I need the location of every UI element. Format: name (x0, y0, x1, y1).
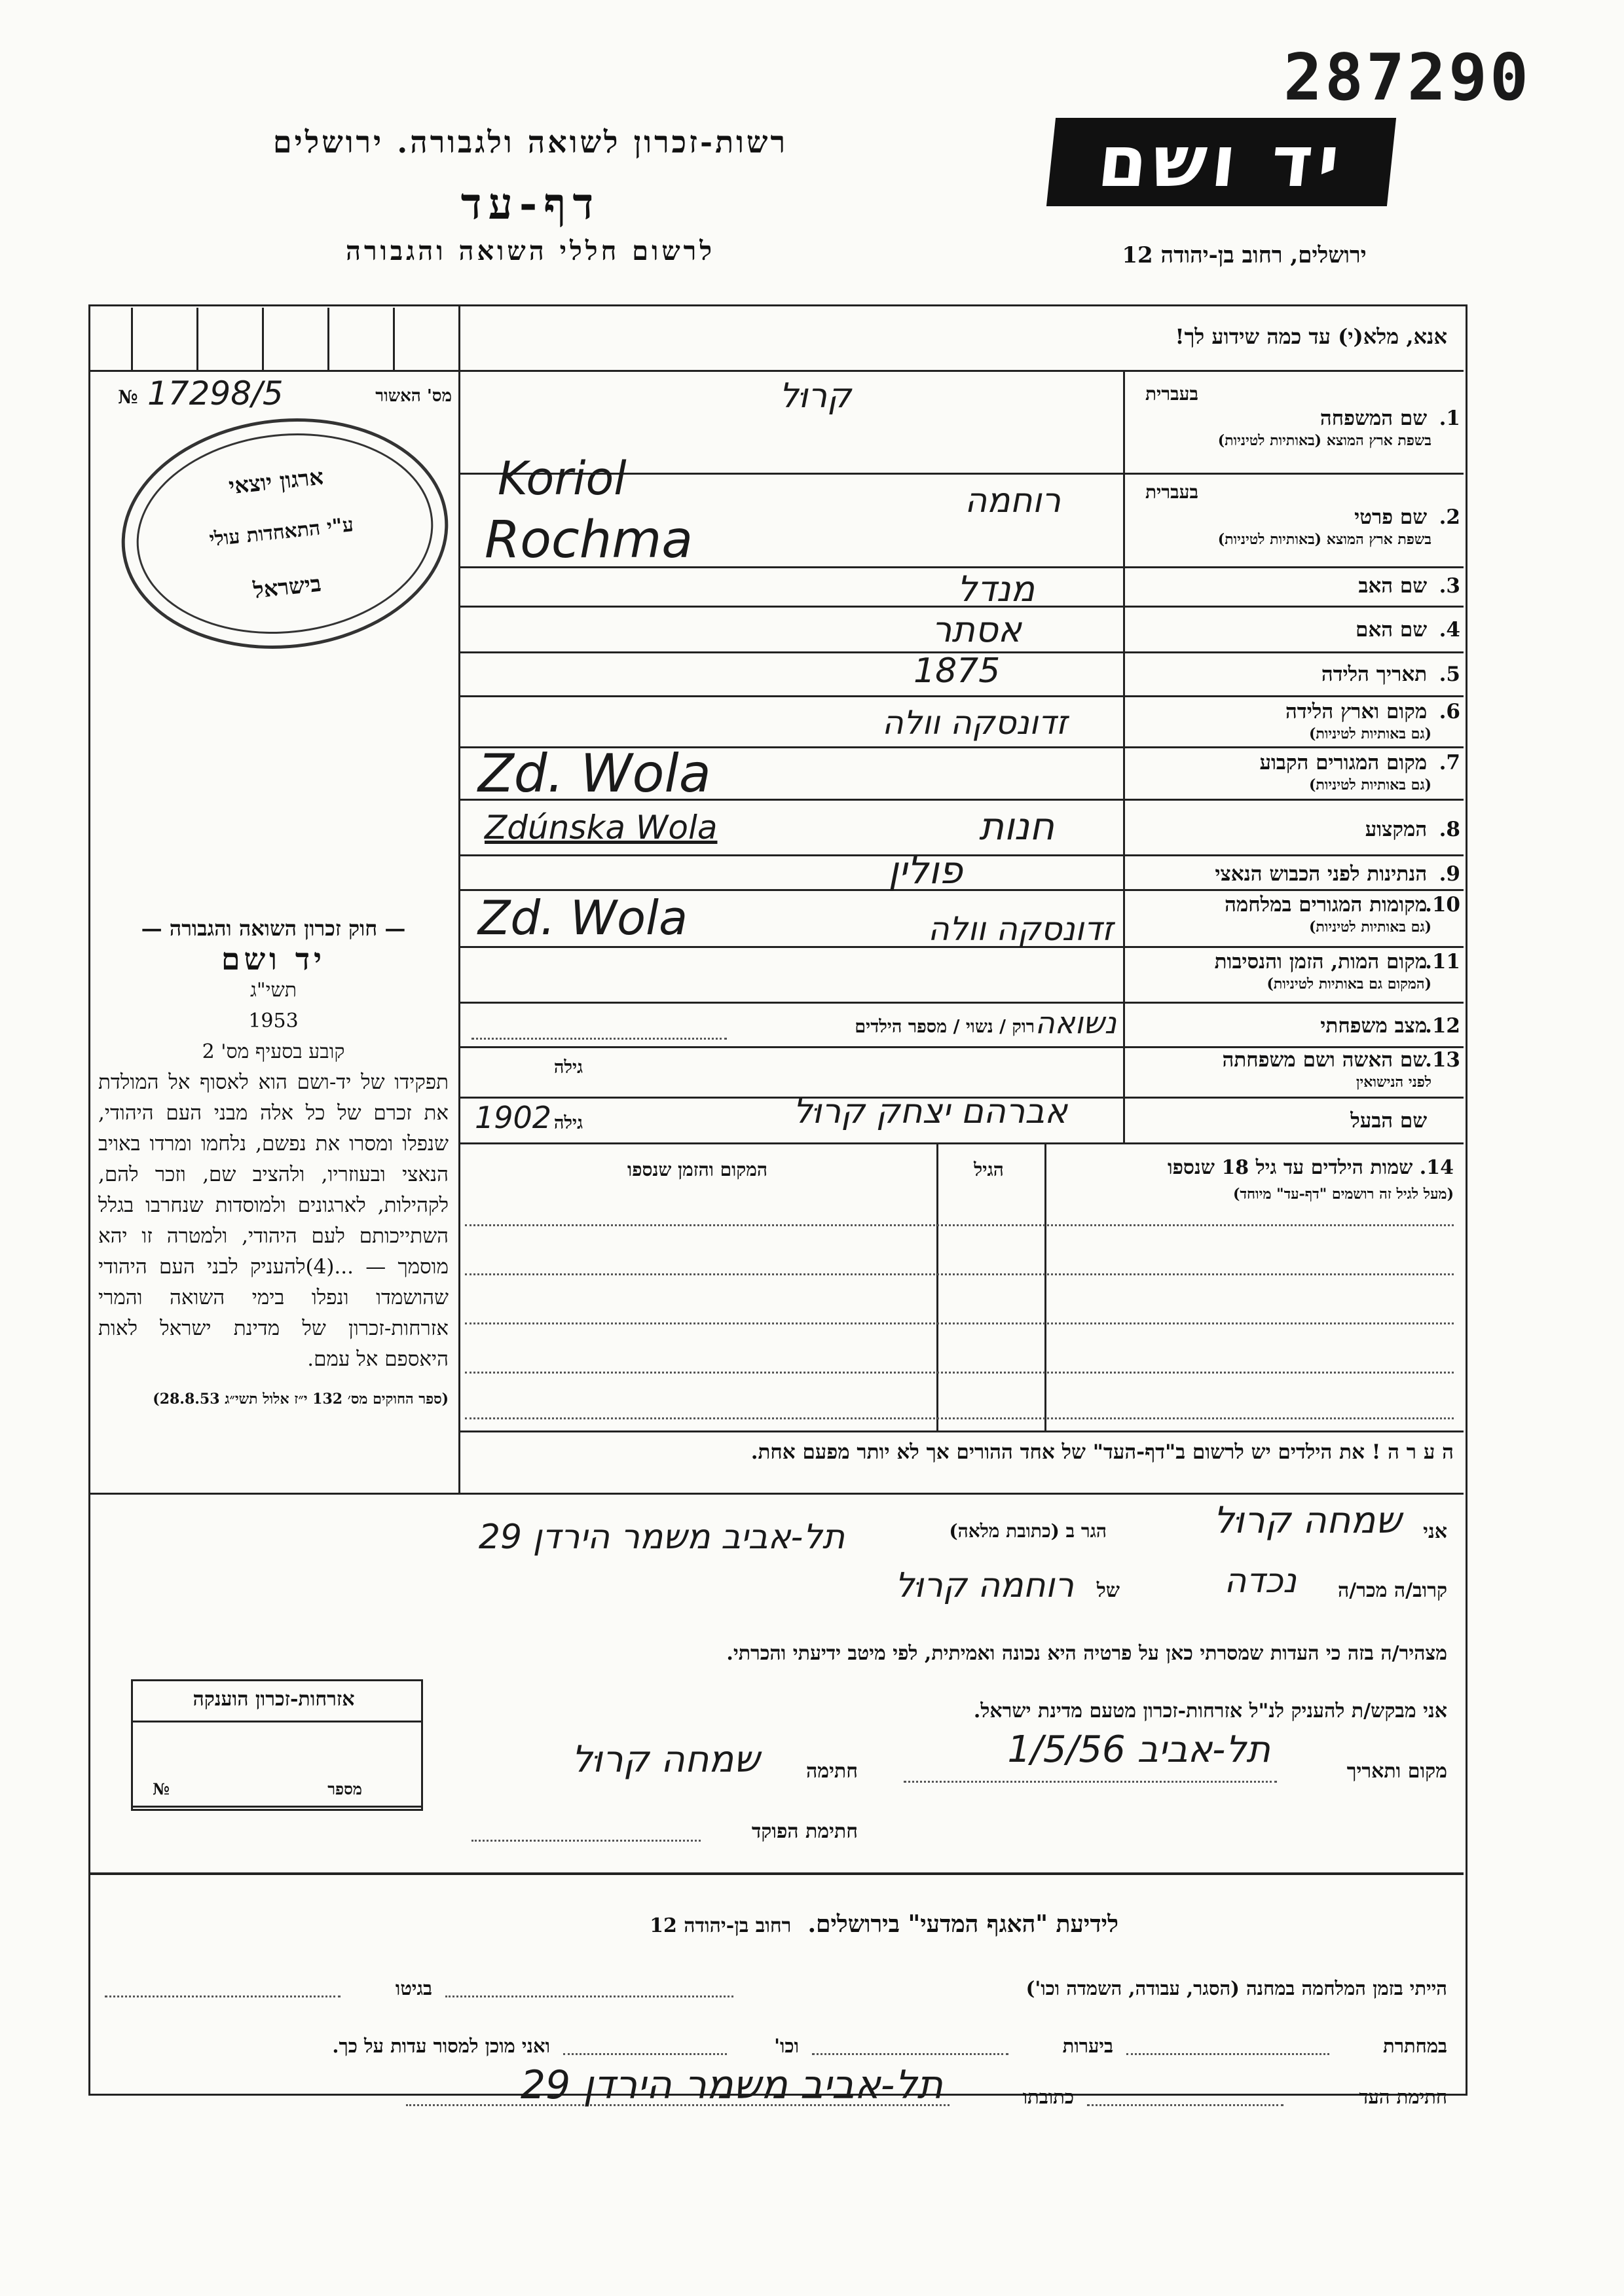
section-rule (88, 1872, 1464, 1875)
dotted-line (904, 1781, 1277, 1783)
declarant-address: תל-אביב משמר הירדן 29 (478, 1518, 845, 1557)
children-sub: (מעל לגיל זה רושמים "דף-עד" מיוחד) (1233, 1186, 1454, 1203)
field-num: 12. (1425, 1014, 1460, 1038)
bottom-heading-addr: רחוב בן-יהודה 12 (650, 1914, 792, 1937)
field-sub: (המקום גם באותיות לטיניות) (1266, 975, 1431, 993)
decl-residing (819, 1520, 1107, 1542)
field-num: 13. (1425, 1048, 1460, 1072)
field-label: מקום המגורים הקבוע (1259, 751, 1428, 774)
dotted-line (105, 1995, 341, 1997)
place-date-label: מקום ותאריך (1346, 1760, 1447, 1783)
dotted-line (1126, 2053, 1329, 2055)
marital-value: נשואה (1035, 1005, 1116, 1040)
underground-label: במחתרת (1383, 2035, 1447, 2057)
field-sub: (גם באותיות לטיניות) (1308, 919, 1431, 936)
ghetto-label: בגיטו (395, 1977, 432, 1999)
husband-birth-year: 1902 (475, 1100, 552, 1135)
approval-number: 17298/5 (147, 374, 284, 412)
field-num: 10. (1425, 893, 1460, 917)
law-title-text: חוק זכרון השואה והגבורה (169, 916, 378, 941)
row-rule (458, 1430, 1464, 1432)
top-header-rule (88, 370, 1464, 372)
law-name: יד ושם (221, 941, 326, 977)
form-subtitle: לרשום חללי השואה והגבורה (345, 236, 716, 266)
hebrew-lang-label: בעברית (1145, 481, 1198, 503)
law-text-block (98, 913, 449, 1409)
note-text: ה ע ר ה ! את הילדים יש לרשום ב"דף-העד" של אחד ההורים אך לא יותר מפעם אחת. (750, 1440, 1454, 1464)
field-nationality (1126, 863, 1460, 885)
marital-options: רוק / נשוי / מספר הילדים (855, 1017, 1035, 1037)
war-residence-latin: Zd. Wola (478, 890, 688, 945)
field-label: המקצוע (1365, 818, 1428, 841)
field-num: 3. (1439, 574, 1460, 598)
decl-relation: קרוב/ה מכר/ה (1338, 1579, 1447, 1602)
birth-year: 1875 (913, 651, 1001, 691)
field-war-residence (1126, 894, 1460, 938)
field-husband-name (1126, 1110, 1460, 1132)
signature-value: שמחה קרוּל (571, 1738, 760, 1781)
mother-name: אסתר (931, 609, 1022, 650)
father-name: מנדל (957, 568, 1035, 610)
field-num: 14. (1419, 1156, 1454, 1179)
tick (327, 308, 329, 370)
header-address: ירושלים, רחוב בן-יהודה 12 (1122, 242, 1367, 268)
field-label: שם הבעל (1350, 1109, 1428, 1133)
field-mother (1126, 619, 1460, 641)
field-label: שם האם (1356, 618, 1428, 642)
decl-request: אני מבקש/ת להעניק לנ"ל אזרחות-זכרון מטעם מדינת ישראל. (973, 1700, 1447, 1722)
children-label (1048, 1156, 1454, 1207)
decl-of: של (1096, 1579, 1120, 1602)
stamp-line: ע"י התאחדות עולי (208, 513, 355, 551)
archive-number: 287290 (1283, 41, 1532, 115)
field-label: תאריך הלידה (1321, 663, 1428, 686)
dotted-line (563, 2053, 727, 2055)
tick (262, 308, 264, 370)
field-label: שם האב (1358, 574, 1428, 598)
row-rule (458, 1002, 1464, 1004)
hebrew-lang-label: בעברית (1145, 383, 1198, 405)
nationality-value: פולין (888, 848, 963, 892)
field-label: מצב משפחתי (1320, 1014, 1428, 1038)
table-divider (1044, 1142, 1046, 1430)
children-title: שמות הילדים עד גיל 18 שנספו (1167, 1156, 1413, 1179)
family-name-hebrew: קרוּל (779, 376, 851, 416)
field-num: 11. (1425, 950, 1460, 974)
table-divider (936, 1142, 938, 1430)
field-residence (1126, 752, 1460, 796)
field-label: שם פרטי (1354, 505, 1428, 529)
field-num: 2. (1439, 505, 1460, 529)
husband-age-label: גילה (553, 1113, 583, 1133)
ready-label: ואני מוכן למסור עדות על כך. (332, 2035, 550, 2057)
intro-text: אנא, מלא(י) עד כמה שידוע לך! (1175, 324, 1447, 349)
decl-statement: מצהיר/ה בזה כי העדות שמסרתי כאן על פרטיה היא נכונה ואמיתית, לפי מיטב ידיעתי והכרתי. (726, 1642, 1447, 1665)
answer-column-divider (1123, 370, 1125, 1142)
profession-value: חנות (978, 804, 1054, 848)
dotted-line (471, 1038, 727, 1040)
table-row (465, 1273, 1454, 1275)
field-sub: (גם באותיות לטיניות) (1308, 776, 1431, 793)
first-name-hebrew: רוחמה (965, 481, 1061, 520)
forests-label: ביערות (1062, 2035, 1113, 2057)
dotted-line (471, 1840, 701, 1842)
table-row (465, 1224, 1454, 1226)
authority-name: רשות-זכרון לשואה ולגבורה. ירושלים (272, 124, 788, 160)
field-num: 9. (1439, 862, 1460, 886)
residing-label: הגר ב (1065, 1520, 1107, 1542)
citizenship-box (131, 1679, 423, 1811)
field-death-place (1126, 951, 1460, 995)
field-family-name (1126, 407, 1460, 452)
field-label: מקום וארץ הלידה (1285, 700, 1428, 723)
form-title: דף-עד (460, 178, 600, 229)
col-place-header: המקום והזמן שנספו (627, 1159, 767, 1180)
field-label: הנתינות לפני הכבוש הנאצי (1215, 862, 1428, 886)
approval-no-symbol: № (118, 386, 138, 408)
wife-age-label: גילה (553, 1057, 583, 1078)
bottom-line1: הייתי בזמן המלחמה במחנה (הסגר, עבודה, השמדה וכו') (1025, 1977, 1447, 1999)
field-num: 1. (1439, 407, 1460, 430)
witness-address-label: כתובתו (1022, 2086, 1074, 2108)
table-row (465, 1417, 1454, 1419)
official-sig-label: חתימת הפוקד (751, 1820, 858, 1843)
field-father (1126, 575, 1460, 597)
citizenship-title: אזרחות-זכרון הוענקה (193, 1688, 355, 1711)
field-birth-date (1126, 663, 1460, 685)
birth-place: זדונסקה וולה (881, 704, 1067, 742)
bottom-heading (458, 1910, 1310, 1938)
field-marital-status (1126, 1015, 1460, 1037)
stamp-line: בישראל (251, 570, 323, 604)
signature-label: חתימה (806, 1760, 858, 1783)
approval-label: מס' האשור (375, 386, 452, 406)
yad-vashem-logo (1046, 118, 1396, 206)
law-year-he: תשי"ג (249, 979, 297, 1002)
dotted-line (1087, 2104, 1283, 2106)
field-num: 5. (1439, 663, 1460, 686)
full-address-label: (כתובת מלאה) (949, 1520, 1060, 1542)
table-row (465, 1322, 1454, 1324)
decl-ani: אני (1423, 1520, 1447, 1543)
field-num: 6. (1439, 700, 1460, 723)
tick (196, 308, 198, 370)
field-label: שם האשה ושם משפחתה (1222, 1048, 1428, 1072)
husband-name: אברהם יצחק קרוּל (792, 1092, 1067, 1131)
law-body: תפקידו של יד-ושם הוא לאסוף אל המולדת את זכרם של כל אלה מבני העם היהודי, שנפלו ומסרו את נפשם, נלחמו ומרדו באויב הנאצי ובעוזריו, ולהציב שם, וזכר להם, לקהילות, לארגונים ולמוסדות שנחרבו בגלל השתייכותם לעם היהודי, ולמטרה זו יהא מוסמך — ...(4)להעניק לבני העם היהודי שהושמדו ונפלו בימי השואה והמרי אזרחות-זכרון של מדינת ישראל לאות היאספם אל עמם. (98, 1070, 449, 1371)
war-residence-hebrew: זדונסקה וולה (927, 910, 1113, 948)
dotted-line (812, 2053, 1008, 2055)
relation-value: נכדה (1224, 1561, 1297, 1601)
field-sub: בשפת ארץ המוצא (באותיות לטיניות) (1217, 432, 1431, 449)
field-num: 4. (1439, 618, 1460, 642)
law-title: — חוק זכרון השואה והגבורה — (141, 916, 406, 941)
law-source: (ספר החוקים מס׳ 132 י״ז אלול תשי״ג 28.8.53) (153, 1391, 449, 1408)
citizenship-number-label: מספר (327, 1779, 362, 1798)
logo-text: יד ושם (1094, 121, 1349, 203)
etc-label: וכו' (774, 2035, 799, 2057)
field-birth-place (1126, 701, 1460, 745)
field-sub: לפני הנישואין (1356, 1074, 1431, 1091)
place-date-value: תל-אביב 1/5/56 (1007, 1728, 1270, 1771)
law-year: 1953 (248, 1010, 299, 1032)
profession-place: Zdúnska Wola (485, 809, 718, 847)
field-wife-name (1126, 1049, 1460, 1093)
citizenship-no-symbol: № (153, 1779, 170, 1798)
family-name-latin: Koriol (498, 452, 627, 505)
table-row (465, 1372, 1454, 1374)
field-num: 7. (1439, 751, 1460, 774)
field-label: מקום המות, הזמן והנסיבות (1214, 950, 1428, 974)
law-clause: קובע בסעיף מס' 2 (202, 1040, 345, 1063)
first-name-latin: Rochma (485, 511, 693, 570)
tick (393, 308, 395, 370)
witness-address-value: תל-אביב משמר הירדן 29 (520, 2062, 943, 2108)
section-rule (88, 1493, 1464, 1495)
field-label: מקומות המגורים במלחמה (1225, 893, 1428, 917)
stamp-line: ארגון יוצאי (227, 464, 325, 500)
field-first-name (1126, 506, 1460, 551)
tick (131, 308, 133, 370)
witness-sig-label: חתימת העד (1359, 2086, 1447, 2108)
field-sub: בשפת ארץ המוצא (באותיות לטיניות) (1217, 531, 1431, 548)
field-sub: (גם באותיות לטיניות) (1308, 725, 1431, 742)
residence-value: Zd. Wola (478, 743, 711, 804)
dotted-line (445, 1995, 733, 1997)
declarant-name: שמחה קרוּל (1213, 1499, 1401, 1542)
col-age-header: הגיל (974, 1159, 1004, 1180)
row-rule (458, 1142, 1464, 1144)
field-num: 8. (1439, 818, 1460, 841)
bottom-heading-text: לידיעת "האגף המדעי" בירושלים. (807, 1910, 1118, 1938)
field-label: שם המשפחה (1320, 407, 1428, 430)
row-rule (458, 695, 1464, 697)
field-profession (1126, 818, 1460, 841)
left-column-divider (458, 304, 460, 1493)
of-value: רוחמה קרוּל (895, 1566, 1074, 1605)
